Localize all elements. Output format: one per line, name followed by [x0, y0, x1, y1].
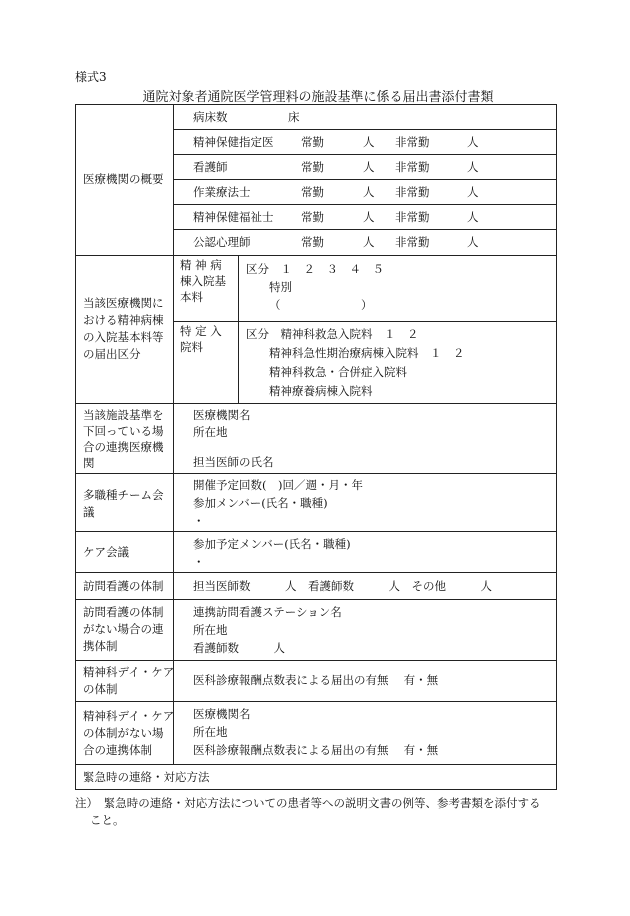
section-divider — [76, 403, 557, 404]
section-divider — [76, 764, 557, 765]
form-table: 医療機関の概要 病床数 床 精神保健指定医 常勤 人 非常勤 人 看護師 常勤 人 非常勤 人 作業療法士 常勤 人 非常勤 人 精神保健福祉士 常勤 人 非常勤 人 公認心理師 常勤 人 非常勤 人 当該医療機関に おける精神病棟 の入院基本料等 の届出区分 精 神 病 棟入院基 本料 区分 １ ２ ３ ４ ５ 特別 （ ） 特 定 入 院料 区分 精神科救急入院料 １ ２ 精神科急性期治療病棟入院料 １ ２ 精神科救急・合併症入院料 精神療養病棟入院料 当該施設基準を 下回っている場 合の連携医療機 関 医療機関名 所在地 担当医師の氏名 多職種チーム会 議 開催予定回数( )回／週・月・年 参加メンバー(氏名・職種) ・ ケア会議 参加予定メンバー(氏名・職種) ・ 訪問看護の体制 担当医師数 人 看護師数 人 その他 人 訪問看護の体制 がない場合の連 携体制 連携訪問看護ステーション名 所在地 看護師数 人 精神科デイ・ケア の体制 医科診療報酬点数表による届出の有無 有・無 精神科デイ・ケア の体制がない場 合の連携体制 医療機関名 所在地 医科診療報酬点数表による届出の有無 有・無 緊急時の連絡・対応方法 — [75, 104, 557, 790]
footnote-line1: 注） 緊急時の連絡・対応方法についての患者等への説明文書の例等、参考書類を添付する — [75, 796, 541, 810]
document-title: 通院対象者通院医学管理料の施設基準に係る届出書添付書類 — [142, 90, 494, 105]
section-divider — [76, 473, 557, 474]
emergency-label: 緊急時の連絡・対応方法 — [83, 770, 210, 784]
section-divider — [76, 701, 557, 702]
admission-subrow-divider — [173, 321, 557, 322]
section-divider — [76, 255, 557, 256]
row-divider — [173, 129, 557, 130]
overview-label: 医療機関の概要 — [83, 172, 164, 186]
section-divider — [76, 572, 557, 573]
section-divider — [76, 660, 557, 661]
admission-subcolumn-divider — [238, 255, 239, 403]
row-divider — [173, 229, 557, 230]
row-divider — [173, 179, 557, 180]
footnote-line2: こと。 — [90, 813, 125, 827]
row-divider — [173, 204, 557, 205]
section-divider — [76, 599, 557, 600]
form-number: 様式3 — [75, 70, 107, 84]
row-divider — [173, 154, 557, 155]
section-divider — [76, 531, 557, 532]
